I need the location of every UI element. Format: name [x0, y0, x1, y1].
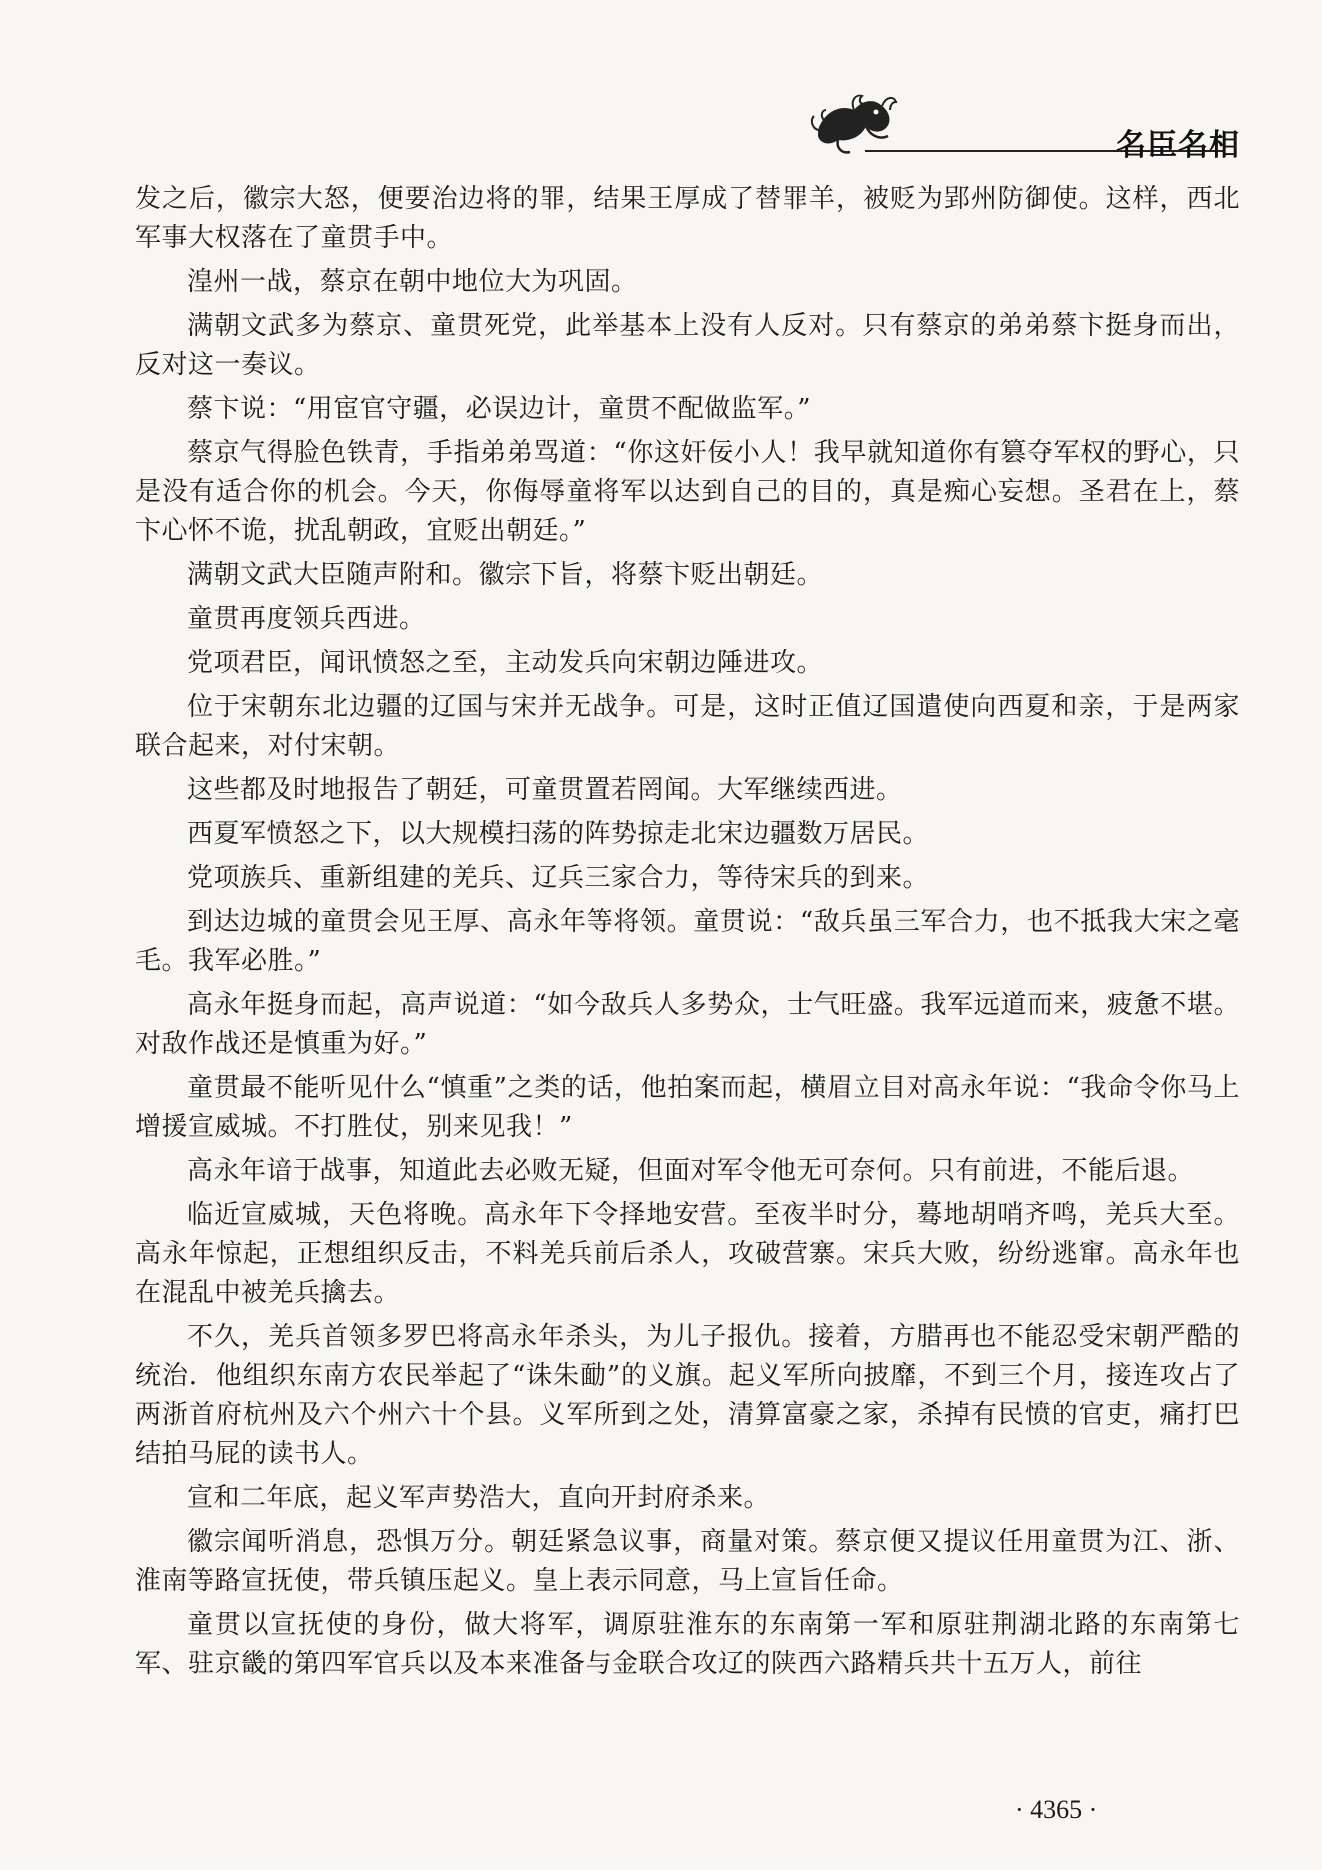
body-text	[135, 180, 1240, 1689]
paragraph: 西夏军愤怒之下，以大规模扫荡的阵势掠走北宋边疆数万居民。	[187, 819, 930, 849]
paragraph: 这些都及时地报告了朝廷，可童贯置若罔闻。大军继续西进。	[187, 775, 903, 805]
paragraph: 宣和二年底，起义军声势浩大，直向开封府杀来。	[187, 1483, 771, 1513]
paragraph: 湟州一战，蔡京在朝中地位大为巩固。	[187, 267, 638, 297]
paragraph: 童贯再度领兵西进。	[187, 604, 426, 634]
paragraph: 临近宣威城，天色将晚。高永年下令择地安营。至夜半时分，蓦地胡哨齐鸣，羌兵大至。高永年惊起，正想组织反击，不料羌兵前后杀人，攻破营寨。宋兵大败，纷纷逃窜。高永年也在混乱中被羌兵擒去。	[135, 1200, 1240, 1308]
paragraph: 发之后，徽宗大怒，便要治边将的罪，结果王厚成了替罪羊，被贬为郢州防御使。这样，西北军事大权落在了童贯手中。	[135, 184, 1240, 253]
header-title: 名臣名相	[1116, 128, 1240, 163]
paragraph: 童贯以宣抚使的身份，做大将军，调原驻淮东的东南第一军和原驻荆湖北路的东南第七军、驻京畿的第四军官兵以及本来准备与金联合攻辽的陕西六路精兵共十五万人，前往	[135, 1610, 1240, 1679]
paragraph: 不久，羌兵首领多罗巴将高永年杀头，为儿子报仇。接着，方腊再也不能忍受宋朝严酷的统治．他组织东南方农民举起了“诛朱勔”的义旗。起义军所向披靡，不到三个月，接连攻占了两浙首府杭州及六个州六十个县。义军所到之处，清算富豪之家，杀掉有民愤的官吏，痛打巴结拍马屁的读书人。	[135, 1322, 1240, 1469]
paragraph: 党项君臣，闻讯愤怒之至，主动发兵向宋朝边陲进攻。	[187, 648, 824, 678]
paragraph: 满朝文武多为蔡京、童贯死党，此举基本上没有人反对。只有蔡京的弟弟蔡卞挺身而出，反对这一奏议。	[135, 311, 1240, 380]
page-number: · 4365 ·	[1015, 1795, 1098, 1824]
paragraph: 徽宗闻听消息，恐惧万分。朝廷紧急议事，商量对策。蔡京便又提议任用童贯为江、浙、淮南等路宣抚使，带兵镇压起义。皇上表示同意，马上宣旨任命。	[135, 1527, 1240, 1596]
paragraph: 满朝文武大臣随声附和。徽宗下旨，将蔡卞贬出朝廷。	[187, 560, 824, 590]
paragraph: 高永年谙于战事，知道此去必败无疑，但面对军令他无可奈何。只有前进，不能后退。	[187, 1156, 1195, 1186]
paragraph: 蔡卞说：“用宦官守疆，必误边计，童贯不配做监军。”	[187, 394, 812, 424]
dragon-ornament-icon	[810, 90, 898, 156]
paragraph: 童贯最不能听见什么“慎重”之类的话，他拍案而起，横眉立目对高永年说：“我命令你马上增援宣威城。不打胜仗，别来见我！”	[135, 1073, 1240, 1142]
paragraph: 党项族兵、重新组建的羌兵、辽兵三家合力，等待宋兵的到来。	[187, 863, 930, 893]
paragraph: 高永年挺身而起，高声说道：“如今敌兵人多势众，士气旺盛。我军远道而来，疲惫不堪。对敌作战还是慎重为好。”	[135, 990, 1240, 1059]
paragraph: 位于宋朝东北边疆的辽国与宋并无战争。可是，这时正值辽国遣使向西夏和亲，于是两家联合起来，对付宋朝。	[135, 692, 1240, 761]
paragraph: 蔡京气得脸色铁青，手指弟弟骂道：“你这奸佞小人！我早就知道你有篡夺军权的野心，只是没有适合你的机会。今天，你侮辱童将军以达到自己的目的，真是痴心妄想。圣君在上，蔡卞心怀不诡，扰乱朝政，宜贬出朝廷。”	[135, 438, 1240, 546]
running-header	[770, 88, 1240, 163]
paragraph: 到达边城的童贯会见王厚、高永年等将领。童贯说：“敌兵虽三军合力，也不抵我大宋之毫毛。我军必胜。”	[135, 907, 1240, 976]
